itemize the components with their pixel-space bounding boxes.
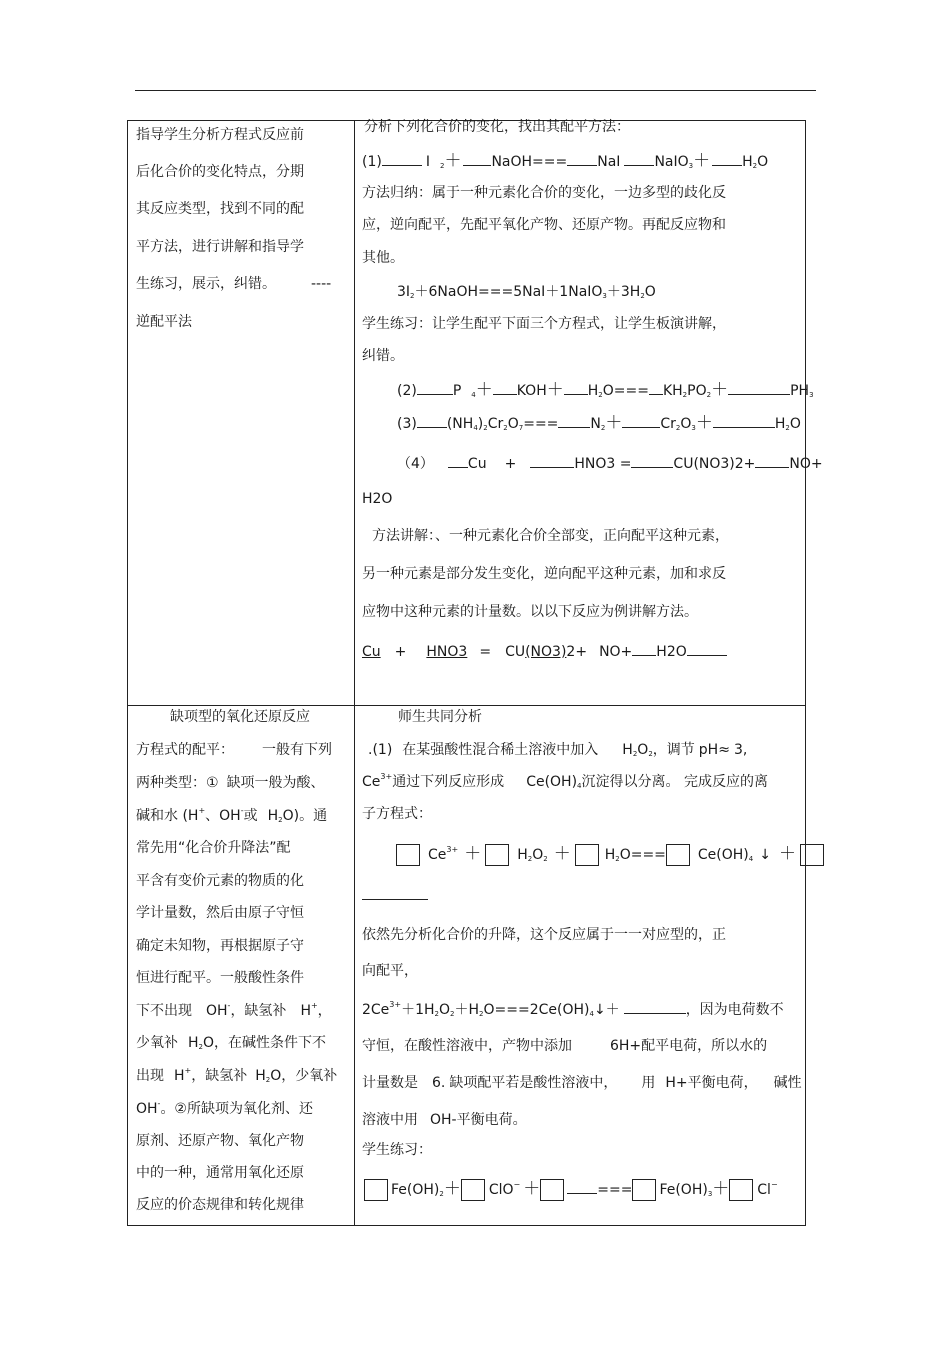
question-line: .(1) 在某强酸性混合稀土溶液中加入 H2O2，调节 pH≈ 3, [368, 742, 748, 758]
answer-box[interactable] [800, 844, 824, 866]
column-divider [354, 121, 355, 1225]
left-top-line: 逆配平法 [136, 314, 192, 330]
answer-blank [624, 151, 654, 166]
left-bottom-line: 下不出现 OH-，缺氢补 H+， [136, 1001, 332, 1019]
answer-box[interactable] [540, 1179, 564, 1201]
left-bottom-line: 方程式的配平： 一般有下列 [136, 742, 332, 758]
answer-blank [649, 380, 663, 395]
answer-blank [417, 413, 447, 428]
left-bottom-line: 常先用“化合价升降法”配 [136, 840, 291, 856]
explain-line: 方法讲解：、一种元素化合价全部变，正向配平这种元素， [372, 528, 729, 544]
equation-2: (2) P 4＋ KOH＋ H2O=== KH2PO2＋ PH3 [397, 380, 814, 400]
answer-box[interactable] [575, 844, 599, 866]
answer-blank [564, 380, 588, 395]
practice-line: 纠错。 [362, 348, 404, 364]
answer-blank [382, 151, 422, 166]
explain-line: 应物中这种元素的计量数。以以下反应为例讲解方法。 [362, 604, 698, 620]
left-bottom-line: OH-。②所缺项为氧化剂、还 [136, 1099, 313, 1117]
answer-equation: $2Ce^{3+}+1H2O2+H2O===2Ce(OH)4↓+$ ，因为电荷数不 [362, 1000, 784, 1018]
left-top-line: 后化合价的变化特点，分期 [136, 164, 304, 180]
answer-blank [712, 151, 742, 166]
section-heading: 师生共同分析 [398, 709, 482, 725]
left-bottom-line: 学计量数，然后由原子守恒 [136, 905, 304, 921]
conclusion-line: 溶液中用 OH-平衡电荷。 [362, 1112, 527, 1128]
left-bottom-line: 缺项型的氧化还原反应 [170, 709, 310, 725]
answer-blank [567, 151, 597, 166]
practice-equation: Fe(OH)2＋ ClO− ＋ === Fe(OH)3＋ Cl− [364, 1177, 778, 1202]
left-bottom-line: 碱和水 (H+、OH-或 H2O)。通 [136, 806, 328, 824]
method-line: 方法归纳：属于一种元素化合价的变化，一边多型的歧化反 [362, 185, 726, 201]
left-top-line: 其反应类型，找到不同的配 [136, 201, 304, 217]
equation-4-tail: H2O [362, 491, 393, 507]
answer-blank [624, 999, 686, 1014]
answer-blank [632, 641, 656, 656]
equation-1: (1) I 2＋ NaOH=== NaI NaIO3＋ H2O [362, 151, 769, 171]
left-top-line: 生练习，展示，纠错。 [136, 276, 276, 292]
answer-box[interactable] [364, 1179, 388, 1201]
left-top-dashes: ---- [311, 276, 332, 292]
box-equation: $Ce^{3+} + H2O2 + H2O=== Ce(OH)4$ ↓ ＋ [396, 842, 824, 867]
answer-blank [530, 453, 574, 468]
left-bottom-line: 少氧补 H2O，在碱性条件下不 [136, 1035, 327, 1051]
answer-blank [687, 641, 727, 656]
answer-box[interactable] [396, 844, 420, 866]
equation-5: Cu + HNO3 = CU(NO3)2+ NO+ H2O [362, 641, 727, 661]
answer-blank [417, 380, 453, 395]
answer-blank [631, 453, 673, 468]
question-line: $Ce^{3+}$通过下列反应形成 Ce(OH)4沉淀得以分离。 完成反应的离 [362, 772, 768, 790]
answer-blank [448, 453, 468, 468]
answer-blank [755, 453, 789, 468]
equation-4: （4） Cu + HNO3 = CU(NO3)2+ NO+ [397, 453, 823, 473]
left-top-line: 平方法，进行讲解和指导学 [136, 239, 304, 255]
intro-text: 分析下列化合价的变化，找出其配平方法： [364, 119, 630, 135]
practice-line: 学生练习：让学生配平下面三个方程式，让学生板演讲解， [362, 316, 726, 332]
analysis-line: 依然先分析化合价的升降，这个反应属于一一对应型的，正 [362, 927, 726, 943]
answer-blank [713, 413, 775, 428]
left-bottom-line: 反应的价态规律和转化规律 [136, 1197, 304, 1213]
answer-blank [362, 885, 428, 900]
answer-box[interactable] [461, 1179, 485, 1201]
answer-blank [728, 380, 790, 395]
answer-box[interactable] [485, 844, 509, 866]
left-bottom-line: 原剂、还原产物、氧化产物 [136, 1133, 304, 1149]
conclusion-line: 计量数是 6. 缺项配平若是酸性溶液中， 用 H+平衡电荷， 碱性 [362, 1075, 802, 1091]
answer-blank [558, 413, 590, 428]
practice-label: 学生练习： [362, 1142, 432, 1158]
row-divider [128, 705, 805, 706]
left-top-line: 指导学生分析方程式反应前 [136, 127, 304, 143]
answer-blank-line [362, 885, 428, 905]
left-bottom-line: 两种类型：① 缺项一般为酸、 [136, 775, 325, 791]
conclusion-line: 守恒，在酸性溶液中，产物中添加 6H+配平电荷，所以水的 [362, 1038, 768, 1054]
left-bottom-line: 出现 H+，缺氢补 H2O，少氧补 [136, 1066, 338, 1084]
answer-box[interactable] [666, 844, 690, 866]
answer-blank [567, 1179, 597, 1194]
answer-blank [622, 413, 660, 428]
left-bottom-line: 平含有变价元素的物质的化 [136, 873, 304, 889]
header-rule [135, 90, 816, 91]
answer-box[interactable] [729, 1179, 753, 1201]
eq-num: (1) [362, 154, 382, 170]
answer-blank [463, 151, 491, 166]
analysis-line: 向配平， [362, 963, 418, 979]
left-bottom-line: 恒进行配平。一般酸性条件 [136, 970, 304, 986]
method-line: 应，逆向配平，先配平氧化产物、还原产物。再配反应物和 [362, 217, 726, 233]
question-line: 子方程式： [362, 806, 432, 822]
explain-line: 另一种元素是部分发生变化，逆向配平这种元素，加和求反 [362, 566, 726, 582]
equation-3: (3) (NH4)2Cr2O7=== N2＋ Cr2O3＋ H2O [397, 413, 801, 433]
left-bottom-line: 确定未知物，再根据原子守 [136, 938, 304, 954]
left-bottom-line: 中的一种，通常用氧化还原 [136, 1165, 304, 1181]
equation-1-answer: 3I2＋6NaOH===5NaI＋1NaIO3＋3H2O [397, 284, 656, 300]
method-line: 其他。 [362, 250, 404, 266]
answer-box[interactable] [632, 1179, 656, 1201]
answer-blank [493, 380, 517, 395]
